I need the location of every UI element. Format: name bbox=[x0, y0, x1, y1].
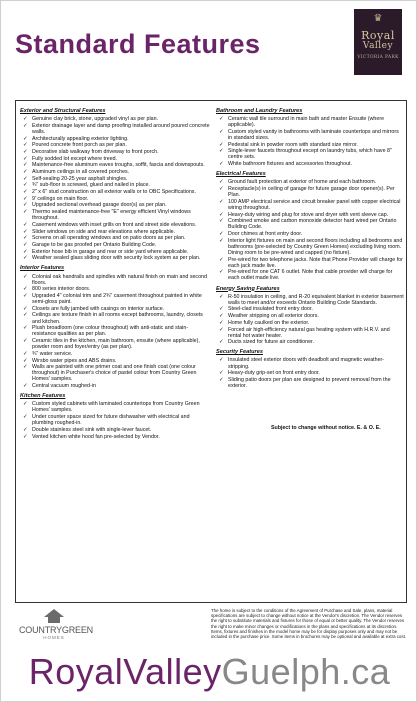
feature-item bbox=[216, 327, 404, 339]
section-title: Bathroom and Laundry Features bbox=[216, 108, 303, 114]
checkmark-icon: ✓ bbox=[23, 135, 28, 142]
feature-text: Pedestal sink in powder room with standard size mirror. bbox=[228, 141, 358, 148]
checkmark-icon: ✓ bbox=[219, 293, 224, 300]
feature-text: 2" x 6" stud construction on all exterior walls or to OBC Specifications. bbox=[32, 189, 196, 196]
checkmark-icon: ✓ bbox=[23, 350, 28, 357]
checkmark-icon: ✓ bbox=[23, 357, 28, 364]
feature-item bbox=[20, 242, 210, 248]
feature-item bbox=[216, 212, 404, 218]
logo-line-3: VICTORIA PARK bbox=[357, 55, 399, 60]
feature-text: Genuine clay brick, stone, upgraded vinyl as per plan. bbox=[32, 116, 159, 123]
checkmark-icon: ✓ bbox=[23, 189, 28, 196]
checkmark-icon: ✓ bbox=[23, 338, 28, 345]
feature-text: Exterior hose bib in garage and rear or side yard where applicable. bbox=[32, 248, 189, 255]
feature-item bbox=[20, 325, 210, 337]
checkmark-icon: ✓ bbox=[23, 241, 28, 248]
feature-item bbox=[20, 136, 210, 142]
feature-text: Pre-wired for one CAT 6 outlet. Note that cable provider will charge for each outlet made live. bbox=[228, 269, 393, 282]
checkmark-icon: ✓ bbox=[23, 148, 28, 155]
checkmark-icon: ✓ bbox=[23, 286, 28, 293]
checkmark-icon: ✓ bbox=[219, 306, 224, 313]
feature-text: Walls are painted with one primer coat and one finish coat (one colour throughout) in Purchaser's choice of pastel colour from Country Green Homes' samples. bbox=[32, 364, 197, 383]
feature-item bbox=[216, 306, 404, 312]
feature-text: Door chimes at front entry door. bbox=[228, 231, 303, 238]
feature-item bbox=[20, 364, 210, 382]
feature-section bbox=[216, 171, 404, 281]
feature-list bbox=[216, 357, 404, 389]
feature-item bbox=[20, 249, 210, 255]
feature-list bbox=[216, 116, 404, 167]
checkmark-icon: ✓ bbox=[219, 148, 224, 155]
feature-item bbox=[216, 116, 404, 128]
checkmark-icon: ✓ bbox=[23, 155, 28, 162]
checkmark-icon: ✓ bbox=[23, 169, 28, 175]
feature-item bbox=[20, 202, 210, 208]
checkmark-icon: ✓ bbox=[23, 426, 28, 433]
feature-item bbox=[216, 320, 404, 326]
checkmark-icon: ✓ bbox=[23, 325, 28, 332]
feature-text: Heavy-duty wiring and plug for stove and dryer with vent sleeve cap. bbox=[228, 211, 389, 218]
feature-section bbox=[20, 108, 210, 261]
feature-text: Heavy-duty grip-set on front entry door. bbox=[228, 370, 320, 377]
checkmark-icon: ✓ bbox=[219, 186, 224, 192]
feature-item bbox=[20, 255, 210, 261]
feature-text: Wirsbo water pipes and ABS drains. bbox=[32, 357, 117, 364]
feature-text: Decorative slab walkway from driveway to front porch. bbox=[32, 148, 159, 155]
feature-text: White bathroom fixtures and accessories throughout. bbox=[228, 161, 352, 168]
feature-text: Architecturally appealing exterior lighting. bbox=[32, 135, 129, 142]
feature-item bbox=[216, 199, 404, 211]
checkmark-icon: ✓ bbox=[23, 293, 28, 299]
checkmark-icon: ✓ bbox=[219, 319, 224, 326]
feature-item bbox=[20, 142, 210, 148]
checkmark-icon: ✓ bbox=[23, 433, 28, 440]
feature-text: ¾" water service. bbox=[32, 350, 73, 357]
checkmark-icon: ✓ bbox=[219, 211, 224, 218]
logo-line-1: Royal bbox=[361, 29, 395, 42]
feature-item bbox=[216, 377, 404, 389]
builder-name: COUNTRYGREEN bbox=[19, 625, 93, 635]
feature-section bbox=[216, 349, 404, 389]
feature-item bbox=[216, 231, 404, 237]
feature-text: R-50 insulation in ceiling, and R-20 equivalent blanket in exterior basement walls to meet and/or exceeds Ontario Building Code Standards. bbox=[228, 293, 404, 306]
checkmark-icon: ✓ bbox=[23, 414, 28, 421]
checkmark-icon: ✓ bbox=[219, 370, 224, 377]
feature-text: 100 AMP electrical service and circuit breaker panel with copper electrical wiring throughout. bbox=[228, 198, 401, 211]
feature-item bbox=[20, 156, 210, 162]
checkmark-icon: ✓ bbox=[23, 235, 28, 242]
feature-text: Home fully caulked on the exterior. bbox=[228, 319, 310, 326]
crest-icon: ♛ bbox=[373, 13, 383, 24]
feature-text: ¾" sub-floor is screwed, glued and nailed in place. bbox=[32, 182, 150, 189]
feature-text: Fully sodded lot except where treed. bbox=[32, 155, 118, 162]
checkmark-icon: ✓ bbox=[219, 231, 224, 238]
feature-item bbox=[20, 414, 210, 426]
feature-item bbox=[20, 176, 210, 182]
feature-item bbox=[216, 357, 404, 369]
feature-text: Ceilings are texture finish in all rooms except bathrooms, laundry, closets and kitchen. bbox=[32, 312, 203, 325]
checkmark-icon: ✓ bbox=[23, 175, 28, 182]
feature-text: 800 series interior doors. bbox=[32, 286, 91, 293]
feature-item bbox=[20, 351, 210, 357]
feature-item bbox=[216, 179, 404, 185]
feature-text: Screens on all operating windows and on patio doors as per plan. bbox=[32, 235, 186, 242]
feature-section bbox=[20, 265, 210, 389]
feature-section bbox=[20, 393, 210, 439]
builder-sub: HOMES bbox=[43, 635, 65, 640]
feature-item bbox=[216, 339, 404, 345]
checkmark-icon: ✓ bbox=[23, 209, 28, 216]
feature-text: Custom styled cabinets with laminated countertops from Country Green Homes' samples. bbox=[32, 401, 200, 414]
feature-item bbox=[20, 169, 210, 175]
disclaimer: The home is subject to the conditions of the Agreement of Purchase and Sale, plans, material specifications are subject to change without notice at the Vendor's discretion. The Vendor reserves the right to substitute materials and fixtures for those of equal or better quality. The Vendor reserves the right to make minor changes or modifications in the plans and specifications at its discretion. Items, fixtures and finishes in the model home may be for display purposes only and may not be included in the purchase price. Some items in brochures may be optional and available at extra cost. bbox=[211, 608, 407, 640]
footer-url bbox=[1, 651, 417, 693]
feature-item bbox=[216, 218, 404, 230]
section-title: Interior Features bbox=[20, 265, 65, 272]
feature-text: Casement windows with inset grills on front and street side elevations. bbox=[32, 221, 197, 228]
feature-text: Closets are fully jambed with casings on interior surface. bbox=[32, 305, 165, 312]
checkmark-icon: ✓ bbox=[219, 237, 224, 244]
feature-text: Double stainless steel sink with single-lever faucet. bbox=[32, 426, 152, 433]
checkmark-icon: ✓ bbox=[219, 179, 224, 186]
footer-url-part2: Guelph.ca bbox=[221, 651, 391, 692]
feature-text: Upgraded sectional overhead garage door(s) as per plan. bbox=[32, 202, 167, 209]
feature-text: Sliding patio doors per plan are designed to prevent removal from the exterior. bbox=[228, 376, 391, 390]
checkmark-icon: ✓ bbox=[23, 122, 28, 129]
feature-text: Combined smoke and carbon monoxide detector hard wired per Ontario Building Code. bbox=[228, 218, 397, 231]
feature-item bbox=[20, 312, 210, 324]
checkmark-icon: ✓ bbox=[23, 228, 28, 235]
feature-item bbox=[216, 142, 404, 148]
section-title: Kitchen Features bbox=[20, 393, 66, 400]
feature-text: Central vacuum roughed-in bbox=[32, 383, 96, 390]
feature-item bbox=[20, 286, 210, 292]
checkmark-icon: ✓ bbox=[219, 357, 224, 364]
checkmark-icon: ✓ bbox=[23, 255, 28, 262]
feature-item bbox=[20, 162, 210, 168]
feature-text: Ceramic tiles in the kitchen, main bathroom, ensuite (where applicable), powder room and foyer/entry (as per plan). bbox=[32, 338, 200, 351]
feature-item bbox=[20, 196, 210, 202]
change-notice: Subject to change without notice. E. & O. E. bbox=[271, 425, 381, 431]
feature-text: Aluminum ceilings in all covered porches. bbox=[32, 169, 130, 175]
feature-item bbox=[20, 229, 210, 235]
feature-item bbox=[20, 189, 210, 195]
logo-line-2: Valley bbox=[362, 41, 394, 51]
feature-item bbox=[20, 235, 210, 241]
checkmark-icon: ✓ bbox=[219, 376, 224, 383]
feature-item bbox=[216, 161, 404, 167]
feature-text: Colonial oak handrails and spindles with natural finish on main and second floors. bbox=[32, 273, 207, 286]
feature-section bbox=[216, 108, 404, 167]
feature-text: Maintenance-free aluminum eaves troughs, soffit, fascia and downspouts. bbox=[32, 162, 205, 169]
feature-text: Custom styled vanity in bathrooms with laminate countertops and mirrors in standard sizes. bbox=[228, 128, 399, 141]
feature-text: Garage to be gas proofed per Ontario Building Code. bbox=[32, 241, 157, 248]
right-column bbox=[216, 107, 404, 393]
feature-item bbox=[216, 294, 404, 306]
checkmark-icon: ✓ bbox=[23, 305, 28, 312]
feature-text: Ground fault protection at exterior of home and each bathroom. bbox=[228, 179, 377, 186]
feature-item bbox=[216, 238, 404, 256]
feature-text: 9' ceilings on main floor. bbox=[32, 195, 89, 202]
feature-text: Pre-wired for two telephone jacks. Note that Phone Provider will charge for each jack made live. bbox=[228, 256, 403, 269]
feature-item bbox=[20, 149, 210, 155]
checkmark-icon: ✓ bbox=[23, 273, 28, 280]
feature-item bbox=[20, 338, 210, 350]
feature-item bbox=[20, 209, 210, 221]
checkmark-icon: ✓ bbox=[23, 383, 28, 390]
feature-item bbox=[20, 358, 210, 364]
checkmark-icon: ✓ bbox=[219, 269, 224, 276]
checkmark-icon: ✓ bbox=[23, 312, 28, 319]
page-title: Standard Features bbox=[15, 29, 261, 59]
section-title: Electrical Features bbox=[216, 171, 266, 178]
feature-list bbox=[20, 274, 210, 390]
footer-url-part1: RoyalValley bbox=[28, 651, 222, 692]
feature-text: Thermo sealed maintenance-free "E" energy efficient Vinyl windows throughout. bbox=[32, 209, 191, 222]
feature-item bbox=[20, 116, 210, 122]
feature-text: Steel-clad insulated front entry door. bbox=[228, 306, 313, 313]
left-column bbox=[20, 107, 210, 444]
checkmark-icon: ✓ bbox=[219, 128, 224, 135]
feature-text: Under counter space sized for future dishwasher with electrical and plumbing roughed-in. bbox=[32, 414, 190, 427]
feature-section bbox=[216, 286, 404, 346]
checkmark-icon: ✓ bbox=[23, 248, 28, 255]
feature-item bbox=[20, 383, 210, 389]
feature-text: Interior light fixtures on main and second floors including all bedrooms and bathrooms (pre-selected by Country Green Homes) excluding living room. Dining room to be pre-wired and capped (no fixture). bbox=[228, 237, 403, 256]
feature-text: Ducts sized for future air conditioner. bbox=[228, 339, 314, 346]
checkmark-icon: ✓ bbox=[23, 364, 28, 371]
features-box bbox=[15, 100, 407, 603]
feature-item bbox=[216, 257, 404, 269]
feature-item bbox=[216, 129, 404, 141]
checkmark-icon: ✓ bbox=[23, 142, 28, 149]
checkmark-icon: ✓ bbox=[23, 401, 28, 408]
checkmark-icon: ✓ bbox=[23, 202, 28, 209]
checkmark-icon: ✓ bbox=[219, 198, 224, 205]
feature-item bbox=[20, 123, 210, 135]
checkmark-icon: ✓ bbox=[219, 218, 224, 225]
feature-text: Insulated steel exterior doors with deadbolt and magnetic weather-stripping. bbox=[228, 357, 385, 370]
feature-item bbox=[20, 306, 210, 312]
section-title: Exterior and Structural Features bbox=[20, 108, 106, 114]
feature-item bbox=[216, 148, 404, 160]
feature-text: Exterior drainage layer and damp proofing installed around poured concrete walls. bbox=[32, 122, 210, 135]
feature-item bbox=[216, 269, 404, 281]
feature-text: Upgraded 4" colonial trim and 2¾" casement throughout painted in white semi-gloss paint. bbox=[32, 293, 202, 306]
feature-text: Slider windows on side and rear elevations where applicable. bbox=[32, 228, 176, 235]
feature-item bbox=[20, 427, 210, 433]
section-title: Security Features bbox=[216, 349, 263, 356]
checkmark-icon: ✓ bbox=[219, 326, 224, 333]
feature-text: Poured concrete front porch as per plan. bbox=[32, 142, 127, 149]
feature-item bbox=[20, 293, 210, 305]
checkmark-icon: ✓ bbox=[23, 221, 28, 228]
feature-text: Receptacle(s) in ceiling of garage for future garage door opener(s). Per Plan. bbox=[228, 186, 395, 199]
checkmark-icon: ✓ bbox=[219, 256, 224, 263]
feature-text: Weather sealed glass sliding door with security lock system as per plan. bbox=[32, 255, 201, 262]
house-icon bbox=[43, 609, 65, 623]
checkmark-icon: ✓ bbox=[219, 313, 224, 320]
feature-list bbox=[216, 294, 404, 346]
feature-item bbox=[20, 222, 210, 228]
feature-item bbox=[216, 370, 404, 376]
checkmark-icon: ✓ bbox=[219, 161, 224, 168]
feature-text: Self-sealing 20-25 year asphalt shingles. bbox=[32, 175, 128, 182]
feature-text: Vented kitchen white hood fan pre-selected by Vendor. bbox=[32, 433, 160, 440]
checkmark-icon: ✓ bbox=[23, 162, 28, 169]
feature-item bbox=[20, 434, 210, 440]
feature-list bbox=[20, 116, 210, 261]
feature-item bbox=[20, 274, 210, 286]
feature-item bbox=[216, 186, 404, 198]
checkmark-icon: ✓ bbox=[219, 339, 224, 346]
checkmark-icon: ✓ bbox=[23, 116, 28, 123]
checkmark-icon: ✓ bbox=[23, 182, 28, 189]
feature-text: Plush broadloom (one colour throughout) with anti-static and stain-resistance qualities as per plan. bbox=[32, 325, 189, 338]
checkmark-icon: ✓ bbox=[219, 141, 224, 148]
royal-valley-logo bbox=[354, 9, 402, 75]
checkmark-icon: ✓ bbox=[219, 116, 224, 123]
feature-text: Weather stripping on all exterior doors. bbox=[228, 313, 319, 320]
country-green-logo bbox=[19, 609, 93, 649]
feature-text: Single-lever faucets throughout except on laundry tubs, which have 8" centre sets. bbox=[228, 148, 392, 161]
feature-list bbox=[20, 401, 210, 439]
feature-text: Ceramic wall tile surround in main bath and master Ensuite (where applicable). bbox=[228, 116, 385, 129]
feature-item bbox=[20, 401, 210, 413]
feature-item bbox=[216, 313, 404, 319]
section-title: Energy Saving Features bbox=[216, 285, 280, 292]
checkmark-icon: ✓ bbox=[23, 195, 28, 202]
feature-text: Forced air high-efficiency natural gas heating system with H.R.V. and rental hot water heater. bbox=[228, 326, 390, 339]
feature-list bbox=[216, 179, 404, 281]
feature-item bbox=[20, 182, 210, 188]
